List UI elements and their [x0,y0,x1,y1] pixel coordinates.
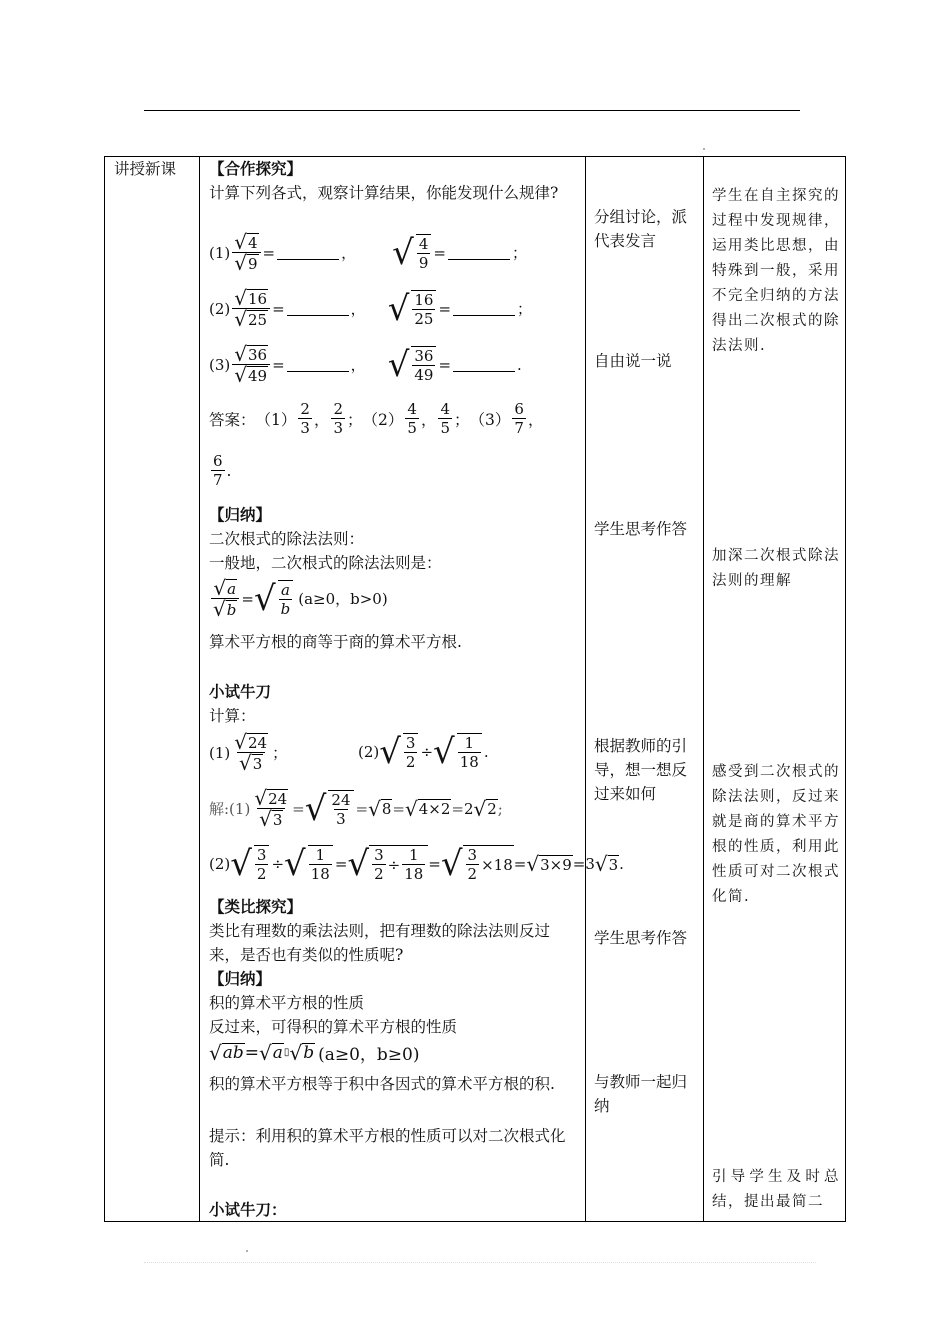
note-3: 感受到二次根式的除法法则，反过来就是商的算术平方根的性质，利用此性质可对二次根式化简. [712,764,840,905]
footer-rule [144,1262,816,1263]
dot-mark [246,1250,248,1252]
answer-num: 4 [440,400,450,418]
ex2-frac: √ 16 √ 25 [232,288,270,329]
div-rule-formula: √ a √ b = √ $\frac{a}{b}$ (a≥0，b>0) [213,576,388,621]
note-2: 加深二次根式除法法则的理解 [712,548,840,589]
prod-condition: (a≥0，b≥0) [318,1045,420,1065]
sol-d: 18 [493,855,513,874]
prod-a: a [272,1043,283,1063]
answer-den: 5 [407,419,417,437]
answer-num: 2 [333,400,343,418]
semicolon: ； [511,244,527,262]
comma: ， [420,410,437,429]
activity-2: 自由说一说 [594,352,672,370]
try1-den: 3 [252,754,263,773]
sol-coef: 3 [585,855,595,873]
sol-coef: 2 [463,799,474,818]
answer-den: 7 [514,419,524,437]
eq: = [272,355,285,374]
comma: ， [527,410,544,429]
sol-c: 1 [408,846,419,864]
ex1-label: (1) [209,243,231,262]
semicolon: ； [517,300,533,318]
try-problem-2: (2) √ $\frac{3}{2}$ ÷ √ $\frac{1}{18}$ . [358,732,489,772]
answer-tag: （2） [362,410,404,429]
sol-d: 18 [404,865,424,883]
note-1: 学生在自主探究的过程中发现规律，运用类比思想，由特殊到一般，采用不完全归纳的方法得出二次根式的除法法则. [712,188,840,354]
answer-num: 6 [213,452,223,470]
prod-ab: ab [222,1043,244,1063]
sol-a: 3 [467,846,478,864]
ex2-inner-num: 16 [414,290,434,309]
hint-text: 提示：利用积的算术平方根的性质可以对二次根式化简. [209,1127,566,1169]
induction2-title: 【归纳】 [209,969,272,988]
answers-line [209,400,543,437]
comma: ， [350,356,366,374]
sol-den: 3 [272,810,283,829]
col-divider [703,156,704,1222]
sol-b: 2 [256,865,267,883]
period: . [483,743,489,761]
semicolon: ； [272,744,288,762]
eq: = [438,299,452,318]
answers-line-2 [209,452,231,489]
solution-label: 解:(1) [209,800,251,818]
prod-text: 积的算术平方根等于积中各因式的算术平方根的积. [209,1075,555,1093]
ex1-frac: √ 4 √ 9 [232,232,260,273]
ex3-frac: √ 36 √ 49 [232,344,270,385]
analogy-text: 类比有理数的乘法法则，把有理数的除法法则反过来，是否也有类似的性质呢? [209,922,551,964]
sol-d: 18 [310,865,330,883]
answer-blank[interactable] [287,301,349,316]
sol-value: 3 [608,855,619,874]
answer-blank[interactable] [453,301,515,316]
ex2-label: (2) [209,299,231,318]
activity-4: 根据教师的引导，想一想反过来如何 [594,737,688,803]
answer-den: 7 [213,471,223,489]
answer-blank[interactable] [453,357,515,372]
answer-blank[interactable] [448,245,510,260]
prod-b: b [303,1043,315,1063]
answer-tag: （1） [255,410,297,429]
formula-condition: (a≥0，b>0) [298,590,388,608]
period: . [619,855,624,873]
sol-num: 24 [331,790,351,809]
activity-1: 分组讨论，派代表发言 [594,208,688,250]
coop-prompt: 计算下列各式，观察计算结果，你能发现什么规律? [209,184,559,202]
ex3-inner-den: 49 [414,365,434,384]
ex2-num: 16 [248,289,268,308]
formula-a: a [280,580,290,599]
solution-1: 解:(1) √ 24 √ 3 = √ $\frac{24}{3}$ = √ 8 = √ 4×2 = 2 √ 2 ; [209,786,503,831]
ex1-num: 4 [248,233,258,252]
sol-value: 8 [381,800,392,818]
div-rule-text: 算术平方根的商等于商的算术平方根. [209,633,462,651]
exercise-1: (1) √ 4 √ 9 = ， √ $\frac{4}{9}$ = ； [209,230,527,275]
solution-2: (2) √ $\frac{3}{2}$ ÷ √ $\frac{1}{18}$ = √ $\frac{3}{2}$ ÷ $\frac{1}{18}$ = √ $\frac{3}{2}$ × 18 = √ 3×9 = 3 √ 3 . [209,844,624,884]
ex1-inner-den: 9 [418,253,429,272]
col-divider [199,156,200,1222]
div-rule-title: 二次根式的除法法则： [209,530,365,548]
ex3-inner-num: 36 [414,346,434,365]
formula-a: a [227,579,237,598]
row-label: 讲授新课 [114,160,177,178]
try1-label: (1) [209,743,231,762]
solution-label: (2) [209,855,231,873]
try1-num: 24 [248,733,268,752]
ex3-den: 49 [248,366,268,385]
semicolon: ; [497,799,503,818]
activity-6: 与教师一起归纳 [594,1073,688,1115]
div-rule-intro: 一般地，二次根式的除法法则是： [209,554,442,572]
answer-tag: （3） [469,410,511,429]
header-rule [144,110,800,111]
eq: = [262,243,276,262]
answer-num: 2 [300,400,310,418]
ex3-num: 36 [248,345,268,364]
sol-b: 2 [467,865,478,883]
period: . [226,461,232,480]
answer-blank[interactable] [287,357,349,372]
try-title-2: 小试牛刀： [209,1200,287,1219]
answer-den: 3 [300,419,310,437]
ex3-label: (3) [209,355,231,374]
try2-a: 3 [405,734,416,752]
note-4: 引导学生及时总结，提出最简二 [712,1169,840,1210]
semicolon: ； [347,410,363,429]
sol-den: 3 [336,809,346,828]
eq: = [438,355,452,374]
sol-a: 3 [256,846,267,864]
formula-b: b [226,600,237,619]
prod-title: 积的算术平方根的性质 [209,994,365,1012]
answer-num: 6 [514,400,524,418]
try2-b: 2 [405,753,416,771]
sol-b: 2 [374,865,384,883]
period: . [517,355,522,374]
semicolon: ； [454,410,470,429]
exercise-2: (2) √ 16 √ 25 = ， √ $\frac{16}{25}$ = ； [209,286,533,331]
exercise-3: (3) √ 36 √ 49 = ， √ $\frac{36}{49}$ = . [209,342,522,387]
try-problem-1: (1) √ 24 √ 3 ； [209,730,288,775]
comma: ， [341,244,357,262]
formula-b: b [280,599,291,618]
try2-label: (2) [358,743,380,761]
ex2-den: 25 [248,310,268,329]
sol-value: 3×9 [540,855,572,874]
analogy-title: 【类比探究】 [209,897,303,916]
eq: = [433,243,446,262]
prod-formula: √ ab = √ a ▯ √ b (a≥0，b≥0) [209,1040,420,1065]
col-divider [585,156,586,1222]
eq: = [241,589,254,608]
comma: ， [313,410,330,429]
sol-value: 2 [487,800,497,818]
sol-value: 4×2 [418,800,451,818]
answer-label: 答案： [209,410,256,429]
induction-title: 【归纳】 [209,505,272,524]
ex1-den: 9 [248,254,258,273]
calc-label: 计算： [209,707,256,725]
sol-a: 3 [374,846,384,864]
sol-num: 24 [268,789,288,808]
ex1-inner-num: 4 [418,234,429,253]
activity-3: 学生思考作答 [594,520,688,538]
activity-5: 学生思考作答 [594,929,688,947]
try2-d: 18 [459,753,479,771]
ex2-inner-den: 25 [414,309,434,328]
answer-num: 4 [407,400,417,418]
answer-den: 3 [333,419,343,437]
prod-intro: 反过来，可得积的算术平方根的性质 [209,1018,458,1036]
try-title: 小试牛刀 [209,682,272,701]
answer-blank[interactable] [277,245,339,260]
comma: ， [350,300,366,318]
answer-den: 5 [440,419,450,437]
sol-c: 1 [315,846,326,864]
coop-title: 【合作探究】 [209,159,303,178]
eq: = [272,299,285,318]
dot-mark [703,148,705,150]
try2-c: 1 [464,734,475,752]
